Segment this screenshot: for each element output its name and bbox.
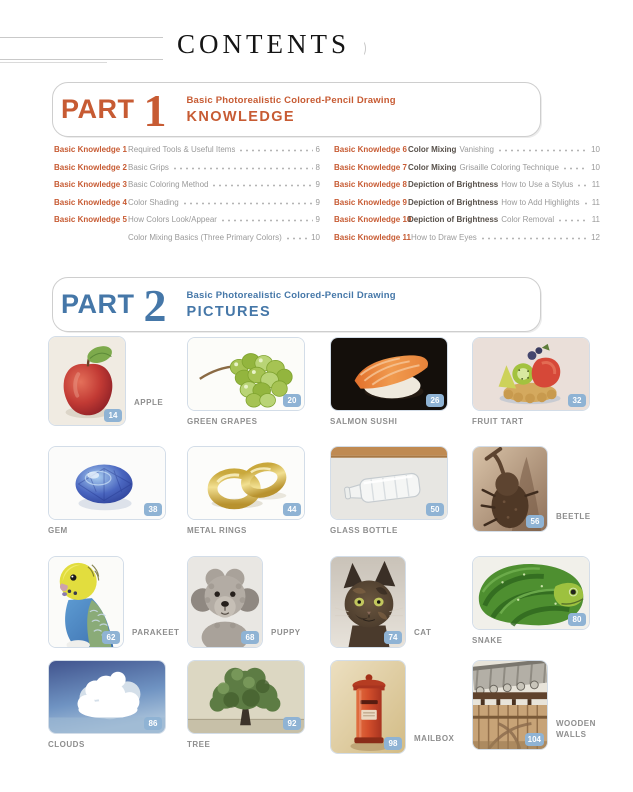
dot-leader: [211, 180, 312, 187]
picture-caption: FRUIT TART: [472, 417, 524, 426]
dot-leader: [583, 198, 589, 205]
dot-leader: [285, 233, 308, 240]
tree-image: [187, 660, 305, 734]
dot-leader: [172, 163, 313, 170]
page-badge: 98: [384, 737, 402, 750]
picture-caption: SALMON SUSHI: [330, 417, 398, 426]
page-badge: 50: [426, 503, 444, 516]
picture-item-parakeet: [48, 556, 180, 648]
salmon-sushi-image: [330, 337, 448, 411]
toc-left-column: [54, 145, 320, 250]
part1-header: [52, 82, 541, 137]
picture-item-fruit-tart: [472, 337, 590, 427]
picture-item-wooden-walls: [472, 660, 596, 750]
parakeet-image: [48, 556, 124, 648]
gem-image: [48, 446, 166, 520]
cat-image: [330, 556, 406, 648]
part1-title: KNOWLEDGE: [186, 108, 295, 125]
picture-item-puppy: [187, 556, 301, 648]
picture-caption: MAILBOX: [414, 733, 455, 743]
toc-item: Basic Knowledge 1 Required Tools & Useful Items 6: [54, 145, 320, 154]
part1-subtitle: Basic Photorealistic Colored-Pencil Drawing: [186, 94, 396, 106]
toc-item: Basic Knowledge 11 How to Draw Eyes 12: [334, 232, 600, 242]
page-badge: 80: [568, 613, 586, 626]
knowledge-toc: [54, 145, 600, 250]
picture-item-clouds: [48, 660, 166, 750]
part2-subtitle: Basic Photorealistic Colored-Pencil Drawing: [186, 289, 396, 301]
picture-item-salmon-sushi: [330, 337, 448, 427]
snake-image: [472, 556, 590, 630]
dot-leader: [557, 215, 589, 222]
picture-item-green-grapes: [187, 337, 305, 427]
dot-leader: [238, 145, 312, 152]
picture-caption: PUPPY: [271, 627, 301, 637]
page-badge: 32: [568, 394, 586, 407]
page-badge: 62: [102, 631, 120, 644]
page-badge: 26: [426, 394, 444, 407]
picture-caption: BEETLE: [556, 511, 591, 521]
dot-leader: [480, 233, 588, 240]
toc-item: Basic Knowledge 6 Color Mixing Vanishing 10: [334, 145, 600, 154]
picture-item-metal-rings: [187, 446, 305, 536]
picture-caption: GEM: [48, 526, 68, 535]
picture-caption: SNAKE: [472, 636, 503, 645]
picture-caption: TREE: [187, 740, 211, 749]
page-badge: 104: [525, 733, 544, 746]
picture-item-snake: [472, 556, 590, 646]
part1-number: 1: [143, 84, 167, 136]
picture-item-gem: [48, 446, 166, 536]
toc-right-column: [334, 145, 600, 250]
picture-item-cat: [330, 556, 432, 648]
picture-caption: WOODEN WALLS: [556, 718, 596, 739]
page-badge: 86: [144, 717, 162, 730]
puppy-image: [187, 556, 263, 648]
clouds-image: [48, 660, 166, 734]
page-title: CONTENTS: [163, 29, 364, 60]
picture-caption: GLASS BOTTLE: [330, 526, 398, 535]
page-badge: 56: [526, 515, 544, 528]
dot-leader: [576, 180, 588, 187]
page-badge: 92: [283, 717, 301, 730]
picture-caption: GREEN GRAPES: [187, 417, 258, 426]
dot-leader: [497, 145, 588, 152]
page-badge: 44: [283, 503, 301, 516]
picture-caption: CAT: [414, 627, 432, 637]
part1-word: PART: [61, 94, 135, 124]
picture-item-apple: [48, 336, 164, 426]
toc-item: Basic Knowledge 8 Depiction of Brightness How to Use a Stylus 11: [334, 180, 600, 189]
toc-item: Color Mixing Basics (Three Primary Colors) 10: [128, 232, 320, 242]
part2-word: PART: [61, 289, 135, 319]
page-badge: 20: [283, 394, 301, 407]
dot-leader: [182, 198, 313, 205]
picture-caption: METAL RINGS: [187, 526, 247, 535]
toc-item: Basic Knowledge 3 Basic Coloring Method 9: [54, 180, 320, 189]
toc-item: Basic Knowledge 4 Color Shading 9: [54, 197, 320, 207]
metal-rings-image: [187, 446, 305, 520]
green-grapes-image: [187, 337, 305, 411]
toc-item: Basic Knowledge 7 Color Mixing Grisaille Coloring Technique 10: [334, 162, 600, 172]
beetle-image: [472, 446, 548, 532]
fruit-tart-image: [472, 337, 590, 411]
toc-item: Basic Knowledge 9 Depiction of Brightness How to Add Highlights 11: [334, 197, 600, 207]
toc-item: Basic Knowledge 5 How Colors Look/Appear 9: [54, 215, 320, 224]
wooden-walls-image: [472, 660, 548, 750]
toc-item: Basic Knowledge 2 Basic Grips 8: [54, 162, 320, 172]
picture-item-tree: [187, 660, 305, 750]
toc-item: Basic Knowledge 10 Depiction of Brightness Color Removal 11: [334, 215, 600, 224]
apple-image: [48, 336, 126, 426]
picture-caption: PARAKEET: [132, 627, 180, 637]
dot-leader: [562, 163, 588, 170]
glass-bottle-image: [330, 446, 448, 520]
picture-item-beetle: [472, 446, 591, 532]
part2-title: PICTURES: [186, 303, 272, 320]
page-badge: 14: [104, 409, 122, 422]
part2-header: [52, 277, 541, 332]
mailbox-image: [330, 660, 406, 754]
page-badge: 74: [384, 631, 402, 644]
picture-caption: APPLE: [134, 397, 164, 407]
dot-leader: [220, 215, 313, 222]
picture-item-glass-bottle: [330, 446, 448, 536]
picture-item-mailbox: [330, 660, 455, 754]
page-badge: 68: [241, 631, 259, 644]
page-badge: 38: [144, 503, 162, 516]
part2-number: 2: [143, 279, 167, 331]
picture-caption: CLOUDS: [48, 740, 85, 749]
